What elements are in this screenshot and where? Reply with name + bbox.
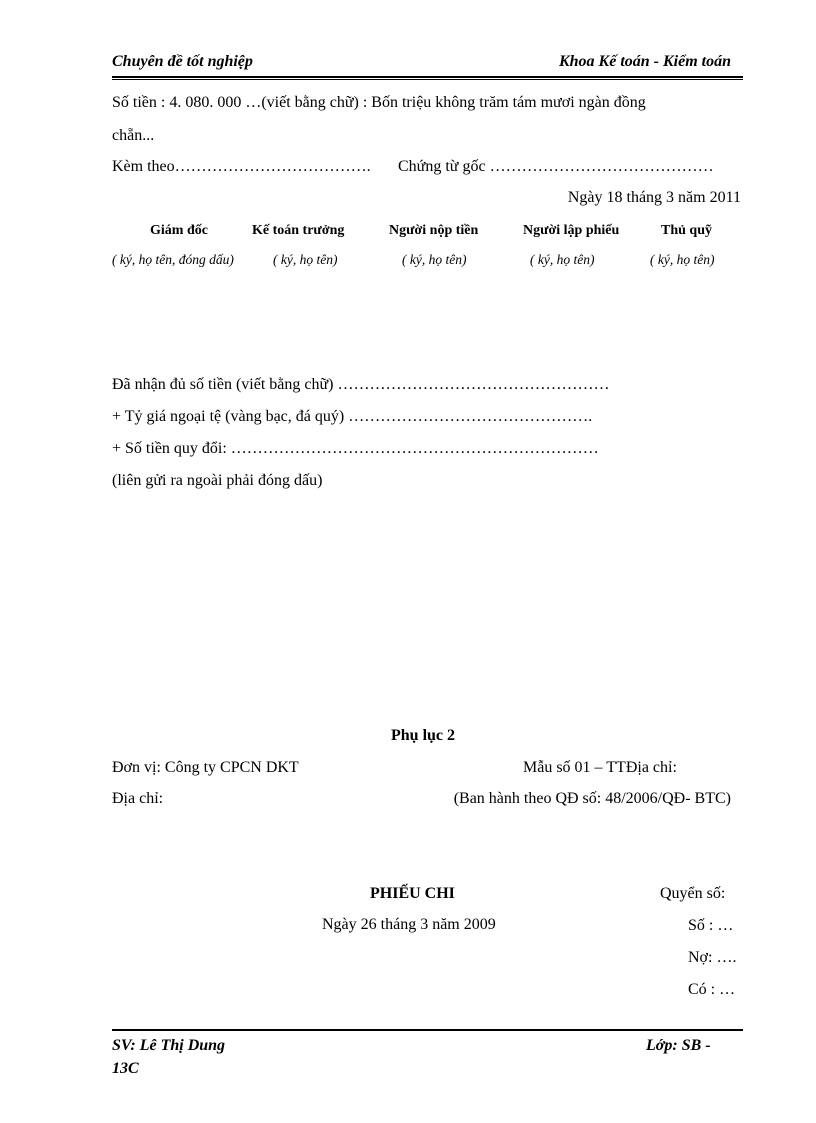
- stamp-note: (liên gửi ra ngoài phải đóng dấu): [112, 472, 323, 489]
- exchange-rate-line: + Tỷ giá ngoại tệ (vàng bạc, đá quý) ……………………………………….: [112, 408, 593, 425]
- unit-name: Đơn vị: Công ty CPCN DKT: [112, 759, 299, 776]
- voucher-date: Ngày 26 tháng 3 năm 2009: [322, 916, 496, 933]
- form-number: Mẫu số 01 – TTĐịa chỉ:: [523, 759, 677, 776]
- origin-document: Chứng từ gốc ……………………………………: [398, 158, 714, 175]
- signature-note-director: ( ký, họ tên, đóng dấu): [112, 252, 234, 267]
- receipt-date: Ngày 18 tháng 3 năm 2011: [567, 189, 741, 206]
- issued-by: (Ban hành theo QĐ số: 48/2006/QĐ- BTC): [453, 790, 731, 807]
- header-rule-thin: [112, 79, 743, 80]
- credit-account: Có : …: [688, 981, 736, 998]
- signature-title-chief-accountant: Kế toán trưởng: [252, 223, 345, 238]
- signature-note-preparer: ( ký, họ tên): [530, 252, 595, 267]
- amount-continuation: chẵn...: [112, 127, 155, 144]
- voucher-title: PHIẾU CHI: [370, 885, 455, 902]
- amount-line: Số tiền : 4. 080. 000 …(viết bằng chữ) : Bốn triệu không trăm tám mươi ngàn đồng: [112, 94, 646, 111]
- signature-note-cashier: ( ký, họ tên): [650, 252, 715, 267]
- footer-rule: [112, 1029, 743, 1031]
- voucher-number: Số : …: [688, 917, 734, 934]
- address-label: Địa chỉ:: [112, 790, 164, 807]
- signature-title-preparer: Người lập phiếu: [523, 223, 620, 238]
- header-right: Khoa Kế toán - Kiểm toán: [558, 53, 731, 70]
- appendix-title: Phụ lục 2: [391, 727, 456, 744]
- footer-class: Lớp: SB -: [646, 1037, 711, 1054]
- debit-account: Nợ: ….: [688, 949, 737, 966]
- signature-title-payer: Người nộp tiền: [389, 223, 479, 238]
- converted-amount-line: + Số tiền quy đổi: ……………………………………………………………: [112, 440, 599, 457]
- footer-student: SV: Lê Thị Dung: [112, 1037, 226, 1054]
- book-number: Quyển số:: [660, 885, 726, 902]
- signature-note-chief-accountant: ( ký, họ tên): [273, 252, 338, 267]
- attachment-label: Kèm theo……………………………….: [112, 158, 371, 175]
- header-rule: [112, 76, 743, 78]
- header-left: Chuyên đề tốt nghiệp: [112, 53, 253, 70]
- signature-title-cashier: Thủ quỹ: [661, 223, 712, 238]
- signature-title-director: Giám đốc: [150, 223, 208, 238]
- signature-note-payer: ( ký, họ tên): [402, 252, 467, 267]
- received-amount-line: Đã nhận đủ số tiền (viết bằng chữ) ……………………………………………: [112, 376, 610, 393]
- footer-class-continuation: 13C: [112, 1060, 139, 1077]
